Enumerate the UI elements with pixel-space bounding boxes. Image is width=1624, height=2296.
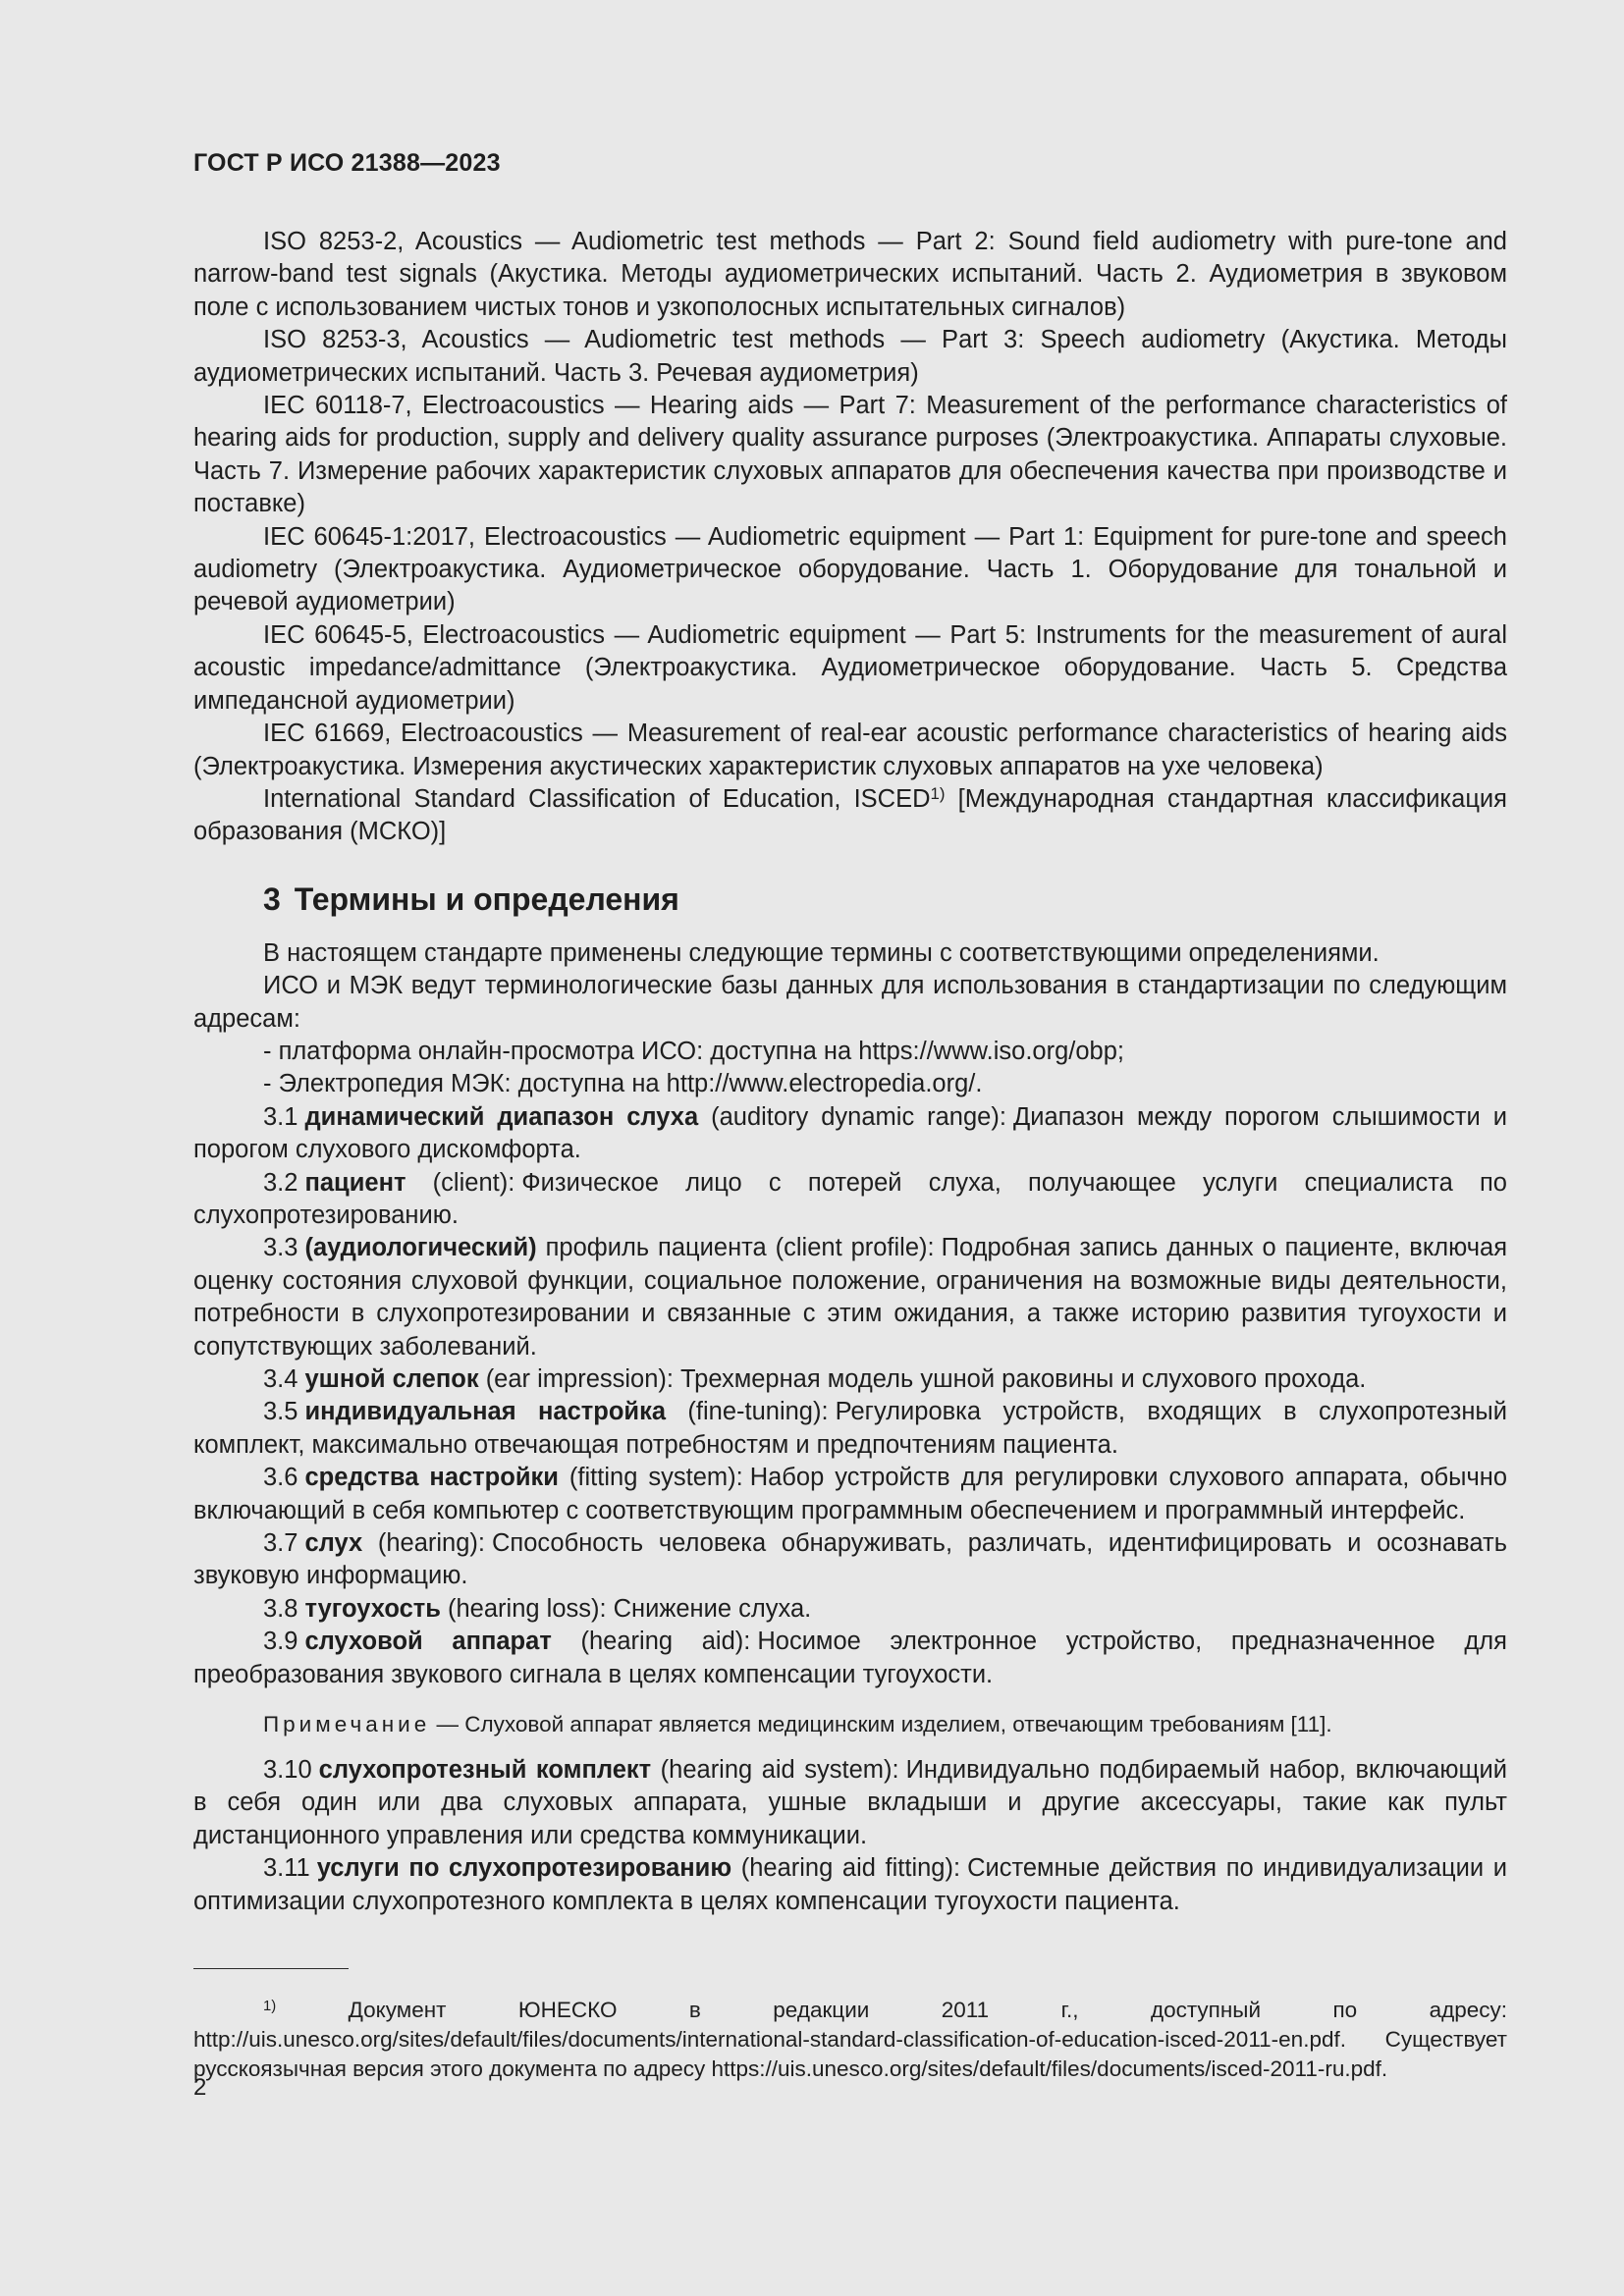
term-english: (ear impression): bbox=[478, 1365, 674, 1393]
footnote bbox=[193, 1996, 1507, 2084]
term-name: ушной слепок bbox=[304, 1365, 479, 1393]
term-name: пациент bbox=[304, 1168, 406, 1197]
term-entry bbox=[193, 1232, 1507, 1363]
term-definition: Способность человека обнаруживать, различать, идентифицировать и осознавать звуковую информацию. bbox=[193, 1529, 1507, 1590]
term-definition: Подробная запись данных о пациенте, включая оценку состояния слуховой функции, социальное положение, ограничения на возможные виды деятельности, потребности в слухопротезировании и связанные с этим ожидания, а также историю развития тугоухости и сопутствующих заболеваний. bbox=[193, 1234, 1507, 1361]
term-number: 3.10 bbox=[263, 1756, 312, 1785]
isced-title: International Standard Classification of Education, ISCED bbox=[263, 784, 931, 813]
term-number: 3.4 bbox=[263, 1365, 298, 1393]
reference-entry: ISO 8253-2, Acoustics — Audiometric test methods — Part 2: Sound field audiometry with pure-tone and narrow-band test signals (Акустика. Методы аудиометрических испытаний. Часть 2. Аудиометрия в звуковом поле с использованием чистых тонов и узкополосных испытательных сигналов) bbox=[193, 228, 1507, 321]
intro-paragraph: ИСО и МЭК ведут терминологические базы данных для использования в стандартизации по следующим адресам: bbox=[193, 972, 1507, 1033]
reference-entry: IEC 61669, Electroacoustics — Measurement of real-ear acoustic performance characteristics of hearing aids (Электроакустика. Измерения акустических характеристик слуховых аппаратов на ухе человека) bbox=[193, 720, 1507, 780]
footnote-mark: 1) bbox=[263, 1998, 277, 2014]
term-english: (hearing loss): bbox=[440, 1594, 607, 1623]
term-name: (аудиологический) bbox=[304, 1234, 537, 1262]
term-name: слухопротезный комплект bbox=[318, 1756, 652, 1785]
footnote-separator bbox=[193, 1968, 349, 1969]
reference-entry: ISO 8253-3, Acoustics — Audiometric test methods — Part 3: Speech audiometry (Акустика. Методы аудиометрических испытаний. Часть 3. Речевая аудиометрия) bbox=[193, 326, 1507, 387]
footnote-text: Документ ЮНЕСКО в редакции 2011 г., доступный по адресу: http://uis.unesco.org/sites/default/files/documents/international-standard-classification-of-education-isced-2011-en.pdf. Существует русскоязычная версия этого документа по адресу https://uis.unesco.org/sites/default/files/documents/isced-2011-ru.pdf. bbox=[193, 1997, 1507, 2081]
term-english: (fitting system): bbox=[558, 1464, 743, 1492]
term-entry bbox=[193, 1626, 1507, 1691]
term-number: 3.8 bbox=[263, 1594, 298, 1623]
term-number: 3.6 bbox=[263, 1464, 298, 1492]
term-number: 3.9 bbox=[263, 1628, 298, 1656]
term-definition: Снижение слуха. bbox=[613, 1594, 812, 1623]
term-english: профиль пациента (client profile): bbox=[536, 1234, 935, 1262]
section-number: 3 bbox=[263, 881, 281, 917]
term-entry bbox=[193, 1462, 1507, 1527]
term-entry bbox=[193, 1593, 1507, 1626]
term-definition: Диапазон между порогом слышимости и порогом слухового дискомфорта. bbox=[193, 1102, 1507, 1164]
term-entry bbox=[193, 1363, 1507, 1396]
term-definition: Регулировка устройств, входящих в слухопротезный комплект, максимально отвечающая потребностям и предпочтениям пациента. bbox=[193, 1398, 1507, 1459]
term-entry bbox=[193, 1852, 1507, 1918]
intro-paragraph: В настоящем стандарте применены следующие термины с соответствующими определениями. bbox=[263, 938, 1380, 967]
term-definition: Системные действия по индивидуализации и оптимизации слухопротезного комплекта в целях компенсации тугоухости пациента. bbox=[193, 1854, 1507, 1915]
reference-entry-isced bbox=[193, 783, 1507, 849]
footnote-mark: 1) bbox=[930, 784, 946, 804]
term-number: 3.7 bbox=[263, 1529, 298, 1558]
term-name: индивидуальная настройка bbox=[304, 1398, 667, 1426]
term-entry bbox=[193, 1167, 1507, 1233]
document-body bbox=[193, 226, 1507, 1918]
term-english: (hearing aid fitting): bbox=[731, 1854, 961, 1883]
term-number: 3.5 bbox=[263, 1398, 298, 1426]
term-name: тугоухость bbox=[304, 1594, 441, 1623]
term-english: (hearing aid system): bbox=[651, 1756, 899, 1785]
term-name: слуховой аппарат bbox=[304, 1628, 552, 1656]
reference-entry: IEC 60118-7, Electroacoustics — Hearing aids — Part 7: Measurement of the performance characteristics of hearing aids for production, supply and delivery quality assurance purposes (Электроакустика. Аппараты слуховые. Часть 7. Измерение рабочих характеристик слуховых аппаратов для обеспечения качества при производстве и поставке) bbox=[193, 392, 1507, 518]
isced-translation: [Международная стандартная классификация образования (МСКО)] bbox=[193, 784, 1507, 846]
term-name: слух bbox=[304, 1529, 363, 1558]
note bbox=[193, 1710, 1507, 1739]
term-english: (fine-tuning): bbox=[666, 1398, 829, 1426]
term-number: 3.3 bbox=[263, 1234, 298, 1262]
section-title: Термины и определения bbox=[294, 881, 679, 917]
term-name: услуги по слухопротезированию bbox=[316, 1854, 732, 1883]
term-name: средства настройки bbox=[304, 1464, 559, 1492]
page-number: 2 bbox=[193, 2074, 207, 2101]
term-entry bbox=[193, 1396, 1507, 1462]
term-name: динамический диапазон слуха bbox=[304, 1102, 699, 1131]
term-definition: Носимое электронное устройство, предназначенное для преобразования звукового сигнала в целях компенсации тугоухости. bbox=[193, 1628, 1507, 1688]
term-number: 3.1 bbox=[263, 1102, 298, 1131]
term-number: 3.2 bbox=[263, 1168, 298, 1197]
term-english: (hearing): bbox=[362, 1529, 485, 1558]
section-heading bbox=[263, 880, 1507, 919]
note-label: Примечание bbox=[263, 1712, 431, 1737]
term-definition: Физическое лицо с потерей слуха, получающее услуги специалиста по слухопротезированию. bbox=[193, 1168, 1507, 1229]
note-text: — Слуховой аппарат является медицинским изделием, отвечающим требованиям [11]. bbox=[430, 1712, 1332, 1737]
reference-entry: IEC 60645-5, Electroacoustics — Audiometric equipment — Part 5: Instruments for the measurement of aural acoustic impedance/admittance (Электроакустика. Аудиометрическое оборудование. Часть 5. Средства импедансной аудиометрии) bbox=[193, 620, 1507, 715]
term-definition: Трехмерная модель ушной раковины и слухового прохода. bbox=[680, 1365, 1367, 1393]
term-entry bbox=[193, 1754, 1507, 1852]
term-definition: Набор устройств для регулировки слухового аппарата, обычно включающий в себя компьютер с соответствующим программным обеспечением и программный интерфейс. bbox=[193, 1464, 1508, 1524]
term-definition: Индивидуально подбираемый набор, включающий в себя один или два слуховых аппарата, ушные вкладыши и другие аксессуары, такие как пульт дистанционного управления или средства коммуникации. bbox=[193, 1756, 1507, 1849]
list-item: - платформа онлайн-просмотра ИСО: доступна на https://www.iso.org/obp; bbox=[263, 1037, 1124, 1065]
term-english: (client): bbox=[406, 1168, 515, 1197]
term-number: 3.11 bbox=[263, 1854, 310, 1883]
term-english: (auditory dynamic range): bbox=[698, 1102, 1006, 1131]
term-english: (hearing aid): bbox=[551, 1628, 751, 1656]
term-entry bbox=[193, 1101, 1507, 1167]
reference-entry: IEC 60645-1:2017, Electroacoustics — Audiometric equipment — Part 1: Equipment for pure-tone and speech audiometry (Электроакустика. Аудиометрическое оборудование. Часть 1. Оборудование для тональной и речевой аудиометрии) bbox=[193, 522, 1507, 616]
term-entry bbox=[193, 1527, 1507, 1593]
list-item: - Электропедия МЭК: доступна на http://www.electropedia.org/. bbox=[263, 1070, 983, 1098]
document-code-header: ГОСТ Р ИСО 21388—2023 bbox=[193, 149, 501, 177]
